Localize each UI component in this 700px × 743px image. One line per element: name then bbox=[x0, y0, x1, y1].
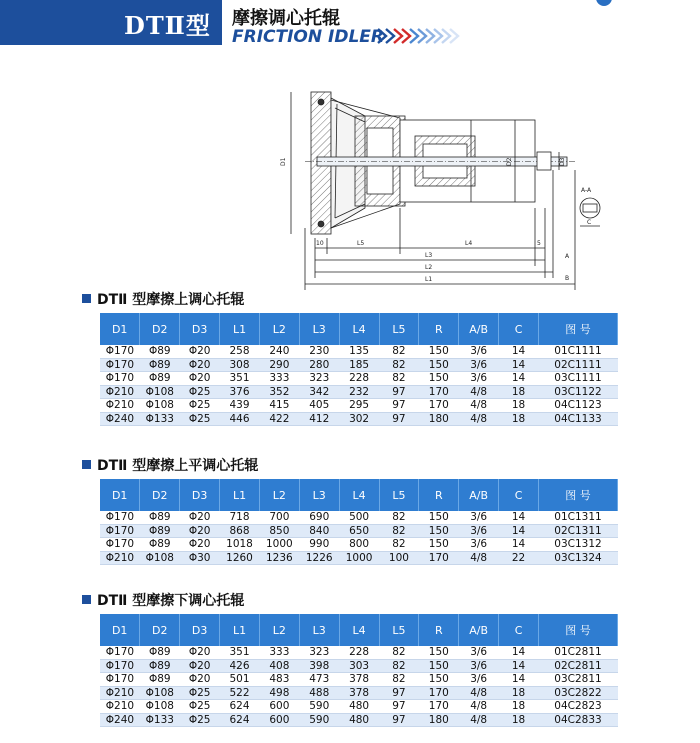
column-header: 图 号 bbox=[539, 479, 618, 511]
column-header: L5 bbox=[379, 479, 419, 511]
table-cell: Φ89 bbox=[140, 538, 180, 552]
table-cell: 150 bbox=[419, 524, 459, 538]
section-title-lower: DTⅡ 型摩擦下调心托辊 bbox=[82, 590, 244, 610]
table-cell: Φ170 bbox=[100, 358, 140, 372]
table-cell: 150 bbox=[419, 511, 459, 524]
column-header: C bbox=[499, 479, 539, 511]
section-title-upper: DTⅡ 型摩擦上调心托辊 bbox=[82, 289, 244, 309]
table-cell: Φ89 bbox=[140, 511, 180, 524]
column-header: D1 bbox=[100, 313, 140, 345]
spec-table-lower bbox=[100, 614, 618, 727]
dim-label-l2: L2 bbox=[425, 264, 433, 271]
table-cell: 378 bbox=[339, 686, 379, 700]
table-cell: 4/8 bbox=[459, 713, 499, 727]
bullet-square-icon bbox=[82, 294, 91, 303]
table-cell: Φ89 bbox=[140, 646, 180, 659]
table-row bbox=[100, 358, 618, 372]
table-cell: 3/6 bbox=[459, 659, 499, 673]
table-cell: 03C1111 bbox=[539, 372, 618, 386]
table-cell: Φ25 bbox=[180, 412, 220, 426]
chevron-arrows-icon bbox=[376, 26, 488, 46]
column-header: D3 bbox=[180, 313, 220, 345]
table-cell: 04C1133 bbox=[539, 412, 618, 426]
table-row bbox=[100, 345, 618, 358]
table-cell: Φ89 bbox=[140, 358, 180, 372]
table-cell: 351 bbox=[220, 372, 260, 386]
table-cell: 280 bbox=[299, 358, 339, 372]
table-cell: 600 bbox=[259, 713, 299, 727]
table-cell: 376 bbox=[220, 385, 260, 399]
table-cell: 97 bbox=[379, 686, 419, 700]
table-cell: 422 bbox=[259, 412, 299, 426]
table-cell: 868 bbox=[220, 524, 260, 538]
table-row bbox=[100, 551, 618, 565]
table-cell: 01C2811 bbox=[539, 646, 618, 659]
table-cell: 150 bbox=[419, 358, 459, 372]
table-cell: Φ20 bbox=[180, 538, 220, 552]
dim-label-l4: L4 bbox=[465, 240, 473, 247]
table-cell: 14 bbox=[499, 372, 539, 386]
table-cell: 446 bbox=[220, 412, 260, 426]
column-header: C bbox=[499, 614, 539, 646]
table-cell: Φ20 bbox=[180, 511, 220, 524]
column-header: 图 号 bbox=[539, 614, 618, 646]
table-cell: 82 bbox=[379, 372, 419, 386]
column-header: D1 bbox=[100, 479, 140, 511]
table-cell: Φ170 bbox=[100, 524, 140, 538]
table-cell: 82 bbox=[379, 659, 419, 673]
column-header: R bbox=[419, 614, 459, 646]
table-cell: 170 bbox=[419, 399, 459, 413]
table-cell: 02C1111 bbox=[539, 358, 618, 372]
table-cell: 228 bbox=[339, 646, 379, 659]
column-header: L1 bbox=[220, 313, 260, 345]
table-cell: 150 bbox=[419, 372, 459, 386]
table-cell: Φ210 bbox=[100, 686, 140, 700]
table-cell: 240 bbox=[259, 345, 299, 358]
table-cell: 82 bbox=[379, 538, 419, 552]
table-cell: 4/8 bbox=[459, 385, 499, 399]
table-row bbox=[100, 538, 618, 552]
column-header: A/B bbox=[459, 614, 499, 646]
table-cell: 1000 bbox=[339, 551, 379, 565]
table-cell: 18 bbox=[499, 412, 539, 426]
table-cell: 170 bbox=[419, 551, 459, 565]
table-cell: 170 bbox=[419, 686, 459, 700]
table-row bbox=[100, 399, 618, 413]
table-cell: 1236 bbox=[259, 551, 299, 565]
table-cell: 342 bbox=[299, 385, 339, 399]
column-header: C bbox=[499, 313, 539, 345]
table-cell: 82 bbox=[379, 345, 419, 358]
table-cell: Φ89 bbox=[140, 524, 180, 538]
table-cell: Φ25 bbox=[180, 700, 220, 714]
page-header bbox=[0, 0, 700, 52]
column-header: L4 bbox=[339, 614, 379, 646]
table-cell: 180 bbox=[419, 713, 459, 727]
table-cell: 700 bbox=[259, 511, 299, 524]
table-cell: 02C2811 bbox=[539, 659, 618, 673]
dim-label-d3: D3 bbox=[559, 157, 566, 166]
table-cell: 03C1324 bbox=[539, 551, 618, 565]
column-header: R bbox=[419, 313, 459, 345]
table-cell: Φ20 bbox=[180, 358, 220, 372]
table-cell: 100 bbox=[379, 551, 419, 565]
table-cell: 290 bbox=[259, 358, 299, 372]
table-cell: 82 bbox=[379, 646, 419, 659]
table-cell: 302 bbox=[339, 412, 379, 426]
table-cell: 04C2833 bbox=[539, 713, 618, 727]
dim-label-b: B bbox=[565, 275, 570, 282]
table-cell: 18 bbox=[499, 686, 539, 700]
dim-label-10: 10 bbox=[316, 240, 324, 247]
table-cell: 1226 bbox=[299, 551, 339, 565]
table-cell: 303 bbox=[339, 659, 379, 673]
table-cell: 82 bbox=[379, 673, 419, 687]
table-cell: 150 bbox=[419, 345, 459, 358]
english-title: FRICTION IDLER bbox=[232, 27, 384, 47]
table-cell: 333 bbox=[259, 646, 299, 659]
table-cell: 405 bbox=[299, 399, 339, 413]
table-cell: 351 bbox=[220, 646, 260, 659]
table-cell: 4/8 bbox=[459, 686, 499, 700]
table-cell: 232 bbox=[339, 385, 379, 399]
table-cell: 3/6 bbox=[459, 345, 499, 358]
table-row bbox=[100, 700, 618, 714]
table-cell: Φ20 bbox=[180, 524, 220, 538]
table-cell: 150 bbox=[419, 673, 459, 687]
spec-table-upper-flat bbox=[100, 479, 618, 565]
table-cell: 150 bbox=[419, 646, 459, 659]
section-label-a-a: A-A bbox=[581, 187, 592, 194]
table-cell: 230 bbox=[299, 345, 339, 358]
table-cell: 97 bbox=[379, 399, 419, 413]
dim-label-d1: D1 bbox=[280, 157, 287, 166]
column-header: L5 bbox=[379, 313, 419, 345]
column-header: D2 bbox=[140, 614, 180, 646]
table-cell: 01C1111 bbox=[539, 345, 618, 358]
dim-label-l1: L1 bbox=[425, 276, 433, 283]
table-cell: 600 bbox=[259, 700, 299, 714]
model-title: DTⅡ型 bbox=[124, 11, 211, 40]
table-cell: Φ25 bbox=[180, 686, 220, 700]
table-cell: Φ210 bbox=[100, 551, 140, 565]
table-cell: 14 bbox=[499, 538, 539, 552]
table-cell: 4/8 bbox=[459, 551, 499, 565]
column-header: L2 bbox=[259, 614, 299, 646]
table-cell: Φ20 bbox=[180, 345, 220, 358]
table-row bbox=[100, 524, 618, 538]
table-cell: Φ20 bbox=[180, 673, 220, 687]
table-cell: 82 bbox=[379, 358, 419, 372]
table-cell: 228 bbox=[339, 372, 379, 386]
idler-technical-drawing bbox=[275, 78, 605, 300]
table-cell: 1260 bbox=[220, 551, 260, 565]
column-header: A/B bbox=[459, 479, 499, 511]
table-cell: 590 bbox=[299, 713, 339, 727]
table-cell: 3/6 bbox=[459, 372, 499, 386]
table-cell: 3/6 bbox=[459, 538, 499, 552]
column-header: L4 bbox=[339, 313, 379, 345]
table-cell: 718 bbox=[220, 511, 260, 524]
dim-label-l3: L3 bbox=[425, 252, 433, 259]
table-cell: 97 bbox=[379, 713, 419, 727]
table-cell: Φ25 bbox=[180, 385, 220, 399]
column-header: D2 bbox=[140, 313, 180, 345]
table-cell: Φ170 bbox=[100, 511, 140, 524]
table-cell: Φ89 bbox=[140, 345, 180, 358]
table-cell: 14 bbox=[499, 345, 539, 358]
table-cell: Φ108 bbox=[140, 399, 180, 413]
table-row bbox=[100, 511, 618, 524]
table-cell: 18 bbox=[499, 399, 539, 413]
column-header: L3 bbox=[299, 479, 339, 511]
table-cell: Φ89 bbox=[140, 673, 180, 687]
table-cell: 14 bbox=[499, 358, 539, 372]
table-cell: 3/6 bbox=[459, 358, 499, 372]
table-cell: 308 bbox=[220, 358, 260, 372]
table-cell: Φ210 bbox=[100, 385, 140, 399]
table-cell: 135 bbox=[339, 345, 379, 358]
column-header: R bbox=[419, 479, 459, 511]
column-header: L5 bbox=[379, 614, 419, 646]
table-cell: 1000 bbox=[259, 538, 299, 552]
table-cell: 624 bbox=[220, 700, 260, 714]
table-cell: Φ133 bbox=[140, 713, 180, 727]
table-cell: 18 bbox=[499, 385, 539, 399]
table-cell: 03C2811 bbox=[539, 673, 618, 687]
corner-decoration bbox=[596, 0, 612, 6]
table-cell: Φ170 bbox=[100, 673, 140, 687]
table-cell: 426 bbox=[220, 659, 260, 673]
table-cell: Φ170 bbox=[100, 659, 140, 673]
table-cell: 97 bbox=[379, 412, 419, 426]
column-header: L2 bbox=[259, 313, 299, 345]
table-cell: 18 bbox=[499, 700, 539, 714]
table-cell: 498 bbox=[259, 686, 299, 700]
table-cell: 150 bbox=[419, 538, 459, 552]
table-cell: 03C1312 bbox=[539, 538, 618, 552]
table-cell: 14 bbox=[499, 524, 539, 538]
table-cell: 04C1123 bbox=[539, 399, 618, 413]
chinese-title: 摩擦调心托辊 bbox=[232, 8, 340, 29]
table-row bbox=[100, 659, 618, 673]
table-cell: 295 bbox=[339, 399, 379, 413]
column-header: L3 bbox=[299, 614, 339, 646]
column-header: L3 bbox=[299, 313, 339, 345]
table-cell: 170 bbox=[419, 385, 459, 399]
table-cell: Φ170 bbox=[100, 646, 140, 659]
table-row bbox=[100, 713, 618, 727]
column-header: D3 bbox=[180, 614, 220, 646]
column-header: A/B bbox=[459, 313, 499, 345]
table-cell: 1018 bbox=[220, 538, 260, 552]
dim-label-a: A bbox=[565, 253, 570, 260]
table-cell: 408 bbox=[259, 659, 299, 673]
table-cell: 18 bbox=[499, 713, 539, 727]
column-header: L1 bbox=[220, 614, 260, 646]
table-row bbox=[100, 385, 618, 399]
column-header: L1 bbox=[220, 479, 260, 511]
column-header: L4 bbox=[339, 479, 379, 511]
table-cell: 488 bbox=[299, 686, 339, 700]
table-cell: 480 bbox=[339, 700, 379, 714]
table-cell: 323 bbox=[299, 372, 339, 386]
table-cell: 590 bbox=[299, 700, 339, 714]
table-cell: 840 bbox=[299, 524, 339, 538]
dim-label-5: 5 bbox=[537, 240, 541, 247]
section-title-upper-flat: DTⅡ 型摩擦上平调心托辊 bbox=[82, 455, 258, 475]
table-cell: Φ170 bbox=[100, 372, 140, 386]
table-cell: 258 bbox=[220, 345, 260, 358]
table-cell: 02C1311 bbox=[539, 524, 618, 538]
table-cell: 97 bbox=[379, 385, 419, 399]
table-cell: Φ89 bbox=[140, 372, 180, 386]
table-cell: 03C2822 bbox=[539, 686, 618, 700]
table-cell: 624 bbox=[220, 713, 260, 727]
table-row bbox=[100, 686, 618, 700]
table-cell: Φ133 bbox=[140, 412, 180, 426]
table-cell: 97 bbox=[379, 700, 419, 714]
table-cell: Φ240 bbox=[100, 412, 140, 426]
table-cell: Φ20 bbox=[180, 659, 220, 673]
table-cell: 22 bbox=[499, 551, 539, 565]
table-row bbox=[100, 646, 618, 659]
table-row bbox=[100, 673, 618, 687]
table-cell: 412 bbox=[299, 412, 339, 426]
table-cell: 04C2823 bbox=[539, 700, 618, 714]
table-row bbox=[100, 412, 618, 426]
table-cell: 14 bbox=[499, 511, 539, 524]
bullet-square-icon bbox=[82, 460, 91, 469]
table-row bbox=[100, 372, 618, 386]
dim-label-c: C bbox=[587, 219, 592, 226]
table-cell: 800 bbox=[339, 538, 379, 552]
table-cell: 323 bbox=[299, 646, 339, 659]
table-cell: Φ108 bbox=[140, 700, 180, 714]
table-cell: 4/8 bbox=[459, 700, 499, 714]
table-cell: 333 bbox=[259, 372, 299, 386]
table-cell: 3/6 bbox=[459, 511, 499, 524]
table-cell: 14 bbox=[499, 646, 539, 659]
dim-label-d2: D2 bbox=[506, 157, 513, 166]
table-cell: 415 bbox=[259, 399, 299, 413]
table-cell: 3/6 bbox=[459, 524, 499, 538]
column-header: 图 号 bbox=[539, 313, 618, 345]
table-cell: 690 bbox=[299, 511, 339, 524]
table-cell: Φ108 bbox=[140, 385, 180, 399]
table-cell: 185 bbox=[339, 358, 379, 372]
table-cell: 501 bbox=[220, 673, 260, 687]
bullet-square-icon bbox=[82, 595, 91, 604]
table-cell: Φ170 bbox=[100, 345, 140, 358]
table-cell: Φ20 bbox=[180, 646, 220, 659]
table-cell: Φ89 bbox=[140, 659, 180, 673]
dim-label-l5: L5 bbox=[357, 240, 365, 247]
table-cell: Φ30 bbox=[180, 551, 220, 565]
table-cell: Φ108 bbox=[140, 686, 180, 700]
table-cell: 522 bbox=[220, 686, 260, 700]
table-cell: Φ20 bbox=[180, 372, 220, 386]
table-cell: 398 bbox=[299, 659, 339, 673]
table-cell: 378 bbox=[339, 673, 379, 687]
table-cell: 82 bbox=[379, 524, 419, 538]
table-cell: Φ25 bbox=[180, 399, 220, 413]
table-cell: Φ170 bbox=[100, 538, 140, 552]
table-cell: 03C1122 bbox=[539, 385, 618, 399]
table-cell: 14 bbox=[499, 659, 539, 673]
table-cell: 439 bbox=[220, 399, 260, 413]
table-cell: 500 bbox=[339, 511, 379, 524]
spec-table-upper bbox=[100, 313, 618, 426]
table-cell: 4/8 bbox=[459, 399, 499, 413]
table-cell: 3/6 bbox=[459, 673, 499, 687]
table-cell: Φ240 bbox=[100, 713, 140, 727]
table-cell: Φ25 bbox=[180, 713, 220, 727]
table-cell: 473 bbox=[299, 673, 339, 687]
table-cell: 180 bbox=[419, 412, 459, 426]
table-cell: 82 bbox=[379, 511, 419, 524]
table-cell: 170 bbox=[419, 700, 459, 714]
table-cell: 650 bbox=[339, 524, 379, 538]
table-cell: 990 bbox=[299, 538, 339, 552]
table-cell: Φ210 bbox=[100, 399, 140, 413]
column-header: L2 bbox=[259, 479, 299, 511]
column-header: D3 bbox=[180, 479, 220, 511]
table-cell: 4/8 bbox=[459, 412, 499, 426]
table-cell: 3/6 bbox=[459, 646, 499, 659]
column-header: D2 bbox=[140, 479, 180, 511]
table-cell: 483 bbox=[259, 673, 299, 687]
table-cell: 480 bbox=[339, 713, 379, 727]
table-cell: 14 bbox=[499, 673, 539, 687]
table-cell: Φ210 bbox=[100, 700, 140, 714]
table-cell: 850 bbox=[259, 524, 299, 538]
column-header: D1 bbox=[100, 614, 140, 646]
table-cell: Φ108 bbox=[140, 551, 180, 565]
table-cell: 01C1311 bbox=[539, 511, 618, 524]
table-cell: 150 bbox=[419, 659, 459, 673]
table-cell: 352 bbox=[259, 385, 299, 399]
